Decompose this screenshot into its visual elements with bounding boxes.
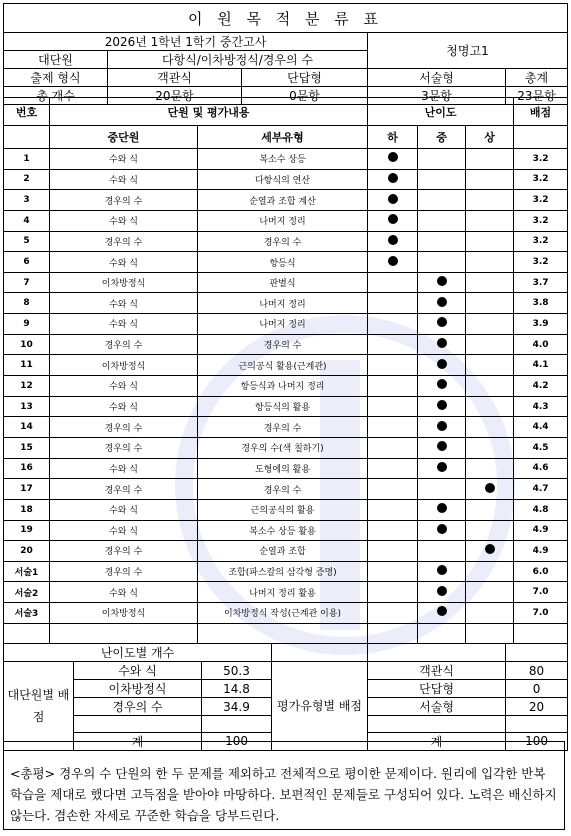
difficulty-dot: [437, 462, 447, 472]
row-no: 11: [4, 355, 50, 376]
level-cell: [466, 417, 514, 438]
row-mid: 수와 식: [50, 314, 198, 335]
difficulty-dot: [437, 503, 447, 513]
table-row: [4, 396, 568, 417]
row-mid: 수와 식: [50, 582, 198, 603]
row-score: 3.2: [514, 169, 568, 190]
row-no: 19: [4, 520, 50, 541]
table-row: [4, 437, 568, 458]
review-label: <총평>: [10, 766, 56, 781]
level-cell: [466, 458, 514, 479]
level-cell: [418, 376, 466, 397]
level-cell: [368, 582, 418, 603]
difficulty-dot: [485, 483, 495, 493]
row-score: 7.0: [514, 582, 568, 603]
difficulty-dot: [437, 565, 447, 575]
level-cell: [418, 561, 466, 582]
table-row: [4, 314, 568, 335]
level-cell: [418, 149, 466, 170]
level-cell: [368, 231, 418, 252]
row-score: 4.7: [514, 479, 568, 500]
level-mid: 중: [418, 126, 466, 149]
level-cell: [368, 272, 418, 293]
row-mid: 수와 식: [50, 210, 198, 231]
row-no: 3: [4, 190, 50, 211]
row-mid: 수와 식: [50, 169, 198, 190]
col-score: 배점: [514, 98, 568, 126]
level-cell: [418, 252, 466, 273]
row-detail: 근의공식의 활용: [198, 499, 368, 520]
col-mid: 중단원: [50, 126, 198, 149]
level-cell: [368, 603, 418, 624]
row-score: 3.8: [514, 293, 568, 314]
type-total-label: 계: [368, 732, 506, 750]
difficulty-dot: [437, 421, 447, 431]
level-cell: [368, 561, 418, 582]
level-cell: [466, 499, 514, 520]
type-total: 100: [506, 732, 568, 750]
row-score: 4.4: [514, 417, 568, 438]
row-detail: 경우의 수: [198, 479, 368, 500]
row-mid: 이차방정식: [50, 272, 198, 293]
difficulty-dot: [485, 544, 495, 554]
difficulty-dot: [388, 214, 398, 224]
table-row: [4, 334, 568, 355]
row-detail: 나머지 정리: [198, 293, 368, 314]
row-score: 4.2: [514, 376, 568, 397]
page-title: 이 원 목 적 분 류 표: [4, 4, 568, 33]
difficulty-dot: [437, 359, 447, 369]
row-detail: 경우의 수: [198, 334, 368, 355]
row-no: 16: [4, 458, 50, 479]
row-score: 3.9: [514, 314, 568, 335]
level-cell: [368, 499, 418, 520]
level-cell: [466, 520, 514, 541]
row-mid: 수와 식: [50, 458, 198, 479]
unit-value: 다항식/이차방정식/경우의 수: [108, 51, 368, 69]
row-detail: 조합(파스칼의 삼각형 증명): [198, 561, 368, 582]
level-cell: [466, 479, 514, 500]
row-detail: 나머지 정리 활용: [198, 582, 368, 603]
unit-score: 14.8: [202, 680, 272, 698]
unit-name: 이차방정식: [74, 680, 202, 698]
row-score: 4.1: [514, 355, 568, 376]
difficulty-dot: [437, 317, 447, 327]
row-mid: 수와 식: [50, 376, 198, 397]
row-score: 3.7: [514, 272, 568, 293]
level-cell: [418, 541, 466, 562]
row-mid: 이차방정식: [50, 603, 198, 624]
level-cell: [418, 479, 466, 500]
table-row: [4, 458, 568, 479]
type-score: 0: [506, 680, 568, 698]
type-score: 80: [506, 662, 568, 680]
level-high: 상: [466, 126, 514, 149]
difficulty-dot: [437, 441, 447, 451]
row-no: 서술3: [4, 603, 50, 624]
row-detail: 근의공식 활용(근계관): [198, 355, 368, 376]
level-cell: [368, 169, 418, 190]
level-cell: [466, 541, 514, 562]
row-score: 3.2: [514, 149, 568, 170]
level-cell: [466, 582, 514, 603]
level-cell: [368, 396, 418, 417]
level-cell: [418, 458, 466, 479]
row-score: 3.2: [514, 190, 568, 211]
unit-name: 수와 식: [74, 662, 202, 680]
table-row: [4, 190, 568, 211]
level-cell: [418, 314, 466, 335]
row-score: 3.2: [514, 252, 568, 273]
row-mid: 수와 식: [50, 396, 198, 417]
level-cell: [466, 437, 514, 458]
row-score: 6.0: [514, 561, 568, 582]
level-cell: [368, 190, 418, 211]
level-cell: [368, 541, 418, 562]
row-mid: 수와 식: [50, 252, 198, 273]
level-cell: [466, 561, 514, 582]
blank-cell: [4, 126, 50, 149]
difficulty-dot: [437, 276, 447, 286]
col-content: 단원 및 평가내용: [50, 98, 368, 126]
row-score: 3.2: [514, 231, 568, 252]
row-no: 14: [4, 417, 50, 438]
row-detail: 경우의 수: [198, 231, 368, 252]
col-detail: 세부유형: [198, 126, 368, 149]
difficulty-dot: [437, 524, 447, 534]
level-cell: [418, 417, 466, 438]
level-cell: [368, 376, 418, 397]
level-cell: [418, 272, 466, 293]
table-row: [4, 149, 568, 170]
unit-score: 34.9: [202, 698, 272, 716]
table-row: [4, 355, 568, 376]
level-cell: [368, 417, 418, 438]
difficulty-dot: [437, 297, 447, 307]
row-detail: 판별식: [198, 272, 368, 293]
type-name: 객관식: [368, 662, 506, 680]
table-row: [4, 479, 568, 500]
row-mid: 경우의 수: [50, 231, 198, 252]
row-detail: 나머지 정리: [198, 314, 368, 335]
row-mid: 수와 식: [50, 149, 198, 170]
table-row: [4, 293, 568, 314]
blank-cell: [514, 126, 568, 149]
level-cell: [466, 396, 514, 417]
difficulty-dot: [437, 400, 447, 410]
level-cell: [418, 231, 466, 252]
type-score-label: 평가유형별 배점: [272, 662, 368, 751]
col-difficulty: 난이도: [368, 98, 514, 126]
row-detail: 나머지 정리: [198, 210, 368, 231]
row-score: 4.8: [514, 499, 568, 520]
row-score: 4.5: [514, 437, 568, 458]
level-cell: [418, 355, 466, 376]
row-no: 8: [4, 293, 50, 314]
table-row: [4, 417, 568, 438]
row-no: 5: [4, 231, 50, 252]
count-cell: 23문항: [506, 87, 568, 105]
difficulty-dot: [388, 152, 398, 162]
school-name: 청명고1: [368, 33, 568, 69]
difficulty-dot: [388, 256, 398, 266]
classification-table: [3, 97, 568, 644]
type-score: 20: [506, 698, 568, 716]
row-no: 6: [4, 252, 50, 273]
row-mid: 수와 식: [50, 293, 198, 314]
row-detail: 도형에의 활용: [198, 458, 368, 479]
table-row: [4, 272, 568, 293]
row-mid: 경우의 수: [50, 437, 198, 458]
row-detail: 복소수 상등: [198, 149, 368, 170]
level-cell: [368, 293, 418, 314]
level-cell: [368, 437, 418, 458]
level-cell: [466, 169, 514, 190]
difficulty-count-label: 난이도별 개수: [4, 644, 272, 662]
difficulty-dot: [388, 235, 398, 245]
row-no: 서술2: [4, 582, 50, 603]
level-cell: [368, 210, 418, 231]
row-no: 9: [4, 314, 50, 335]
level-cell: [466, 314, 514, 335]
row-no: 13: [4, 396, 50, 417]
level-cell: [418, 437, 466, 458]
difficulty-dot: [388, 173, 398, 183]
row-mid: 경우의 수: [50, 190, 198, 211]
table-row: [4, 582, 568, 603]
level-cell: [368, 252, 418, 273]
review-text: 경우의 수 단원의 한 두 문제를 제외하고 전체적으로 평이한 문제이다. 원리에 입각한 반복 학습을 제대로 했다면 고득점을 받아야 마땅하다. 보편적인 문제들로 구성되어 있다. 노력은 배신하지 않는다. 겸손한 자세로 꾸준한 학습을 당부드린다.: [10, 766, 557, 823]
review-box: [3, 741, 565, 830]
unit-total: 100: [202, 732, 272, 750]
table-row: [4, 169, 568, 190]
row-mid: 수와 식: [50, 499, 198, 520]
table-row: [4, 499, 568, 520]
level-cell: [368, 314, 418, 335]
level-cell: [368, 149, 418, 170]
table-row: [4, 603, 568, 624]
row-no: 서술1: [4, 561, 50, 582]
count-cell: 3문항: [368, 87, 506, 105]
row-mid: 경우의 수: [50, 479, 198, 500]
unit-name: 경우의 수: [74, 698, 202, 716]
table-row: [4, 376, 568, 397]
row-detail: 복소수 상등 활용: [198, 520, 368, 541]
table-row: [4, 252, 568, 273]
table-row: [4, 561, 568, 582]
difficulty-dot: [388, 194, 398, 204]
type-name: 단답형: [368, 680, 506, 698]
row-no: 10: [4, 334, 50, 355]
row-score: 4.9: [514, 541, 568, 562]
row-score: 3.2: [514, 210, 568, 231]
difficulty-dot: [437, 338, 447, 348]
row-mid: 경우의 수: [50, 541, 198, 562]
row-mid: 이차방정식: [50, 355, 198, 376]
level-cell: [368, 334, 418, 355]
header-table: [3, 3, 568, 105]
level-cell: [466, 190, 514, 211]
table-row: [4, 231, 568, 252]
row-detail: 항등식과 나머지 정리: [198, 376, 368, 397]
row-score: 4.9: [514, 520, 568, 541]
row-no: 2: [4, 169, 50, 190]
level-cell: [466, 272, 514, 293]
level-cell: [418, 499, 466, 520]
row-detail: 순열과 조합: [198, 541, 368, 562]
count-cell: 총 개수: [4, 87, 108, 105]
empty-row: [4, 623, 568, 643]
level-cell: [418, 582, 466, 603]
level-cell: [466, 252, 514, 273]
row-score: 4.0: [514, 334, 568, 355]
row-no: 18: [4, 499, 50, 520]
level-cell: [418, 334, 466, 355]
level-cell: [418, 520, 466, 541]
level-cell: [418, 603, 466, 624]
type-header: 객관식: [108, 69, 242, 87]
level-cell: [418, 169, 466, 190]
type-header: 서술형: [368, 69, 506, 87]
level-cell: [466, 376, 514, 397]
row-no: 17: [4, 479, 50, 500]
type-header: 총계: [506, 69, 568, 87]
level-cell: [466, 149, 514, 170]
row-no: 12: [4, 376, 50, 397]
type-header: 출제 형식: [4, 69, 108, 87]
table-row: [4, 210, 568, 231]
summary-table: [3, 643, 568, 751]
level-cell: [466, 603, 514, 624]
type-header-row: [4, 69, 568, 87]
level-cell: [466, 355, 514, 376]
level-cell: [466, 293, 514, 314]
row-detail: 경우의 수(색 칠하기): [198, 437, 368, 458]
level-cell: [418, 293, 466, 314]
row-score: 4.3: [514, 396, 568, 417]
level-cell: [368, 520, 418, 541]
difficulty-dot: [437, 606, 447, 616]
level-cell: [466, 210, 514, 231]
difficulty-dot: [437, 379, 447, 389]
level-cell: [368, 458, 418, 479]
level-cell: [466, 334, 514, 355]
row-no: 1: [4, 149, 50, 170]
table-row: [4, 520, 568, 541]
count-cell: 0문항: [242, 87, 368, 105]
row-detail: 항등식의 활용: [198, 396, 368, 417]
row-mid: 경우의 수: [50, 334, 198, 355]
difficulty-dot: [437, 586, 447, 596]
unit-score: 50.3: [202, 662, 272, 680]
unit-total-label: 계: [74, 732, 202, 750]
level-cell: [418, 190, 466, 211]
exam-name: 2026년 1학년 1학기 중간고사: [4, 33, 368, 51]
row-detail: 경우의 수: [198, 417, 368, 438]
row-score: 7.0: [514, 603, 568, 624]
row-no: 4: [4, 210, 50, 231]
table-row: [4, 541, 568, 562]
level-cell: [418, 396, 466, 417]
row-detail: 순열과 조합 계산: [198, 190, 368, 211]
row-detail: 이차방정식 작성(근계관 이용): [198, 603, 368, 624]
type-name: 서술형: [368, 698, 506, 716]
level-cell: [466, 231, 514, 252]
level-cell: [418, 210, 466, 231]
level-cell: [368, 355, 418, 376]
row-mid: 경우의 수: [50, 417, 198, 438]
type-header: 단답형: [242, 69, 368, 87]
row-no: 15: [4, 437, 50, 458]
level-low: 하: [368, 126, 418, 149]
row-detail: 항등식: [198, 252, 368, 273]
row-no: 7: [4, 272, 50, 293]
row-mid: 수와 식: [50, 520, 198, 541]
unit-label: 대단원: [4, 51, 108, 69]
row-mid: 경우의 수: [50, 561, 198, 582]
row-no: 20: [4, 541, 50, 562]
level-cell: [368, 479, 418, 500]
row-detail: 다항식의 연산: [198, 169, 368, 190]
col-no: 번호: [4, 98, 50, 126]
count-cell: 20문항: [108, 87, 242, 105]
unit-score-label: 대단원별 배점: [4, 662, 74, 751]
row-score: 4.6: [514, 458, 568, 479]
